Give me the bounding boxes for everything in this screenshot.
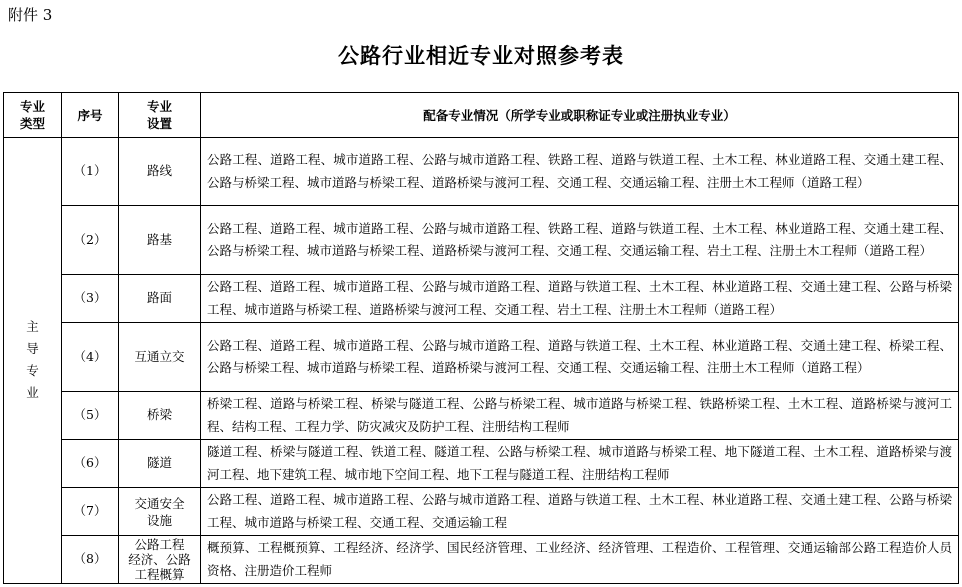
group-label-cell bbox=[4, 138, 62, 584]
table-header-row bbox=[4, 93, 959, 138]
desc-cell: 公路工程、道路工程、城市道路工程、公路与城市道路工程、道路与铁道工程、土木工程、林业道路工程、交通土建工程、公路与桥梁工程、城市道路与桥梁工程、交通工程、交通运输工程 bbox=[201, 488, 959, 536]
table-row bbox=[4, 536, 959, 584]
group-label: 主导专业 bbox=[26, 319, 39, 401]
header-setting-line1: 专业 bbox=[146, 99, 172, 114]
setting-cell: 隧道 bbox=[119, 440, 201, 488]
seq-cell: （8） bbox=[62, 536, 119, 584]
header-desc: 配备专业情况（所学专业或职称证专业或注册执业专业） bbox=[201, 93, 959, 138]
setting-line: 经济、公路 bbox=[128, 552, 191, 567]
attachment-label: 附件 3 bbox=[8, 6, 53, 24]
seq-cell: （1） bbox=[62, 138, 119, 206]
desc-cell: 公路工程、道路工程、城市道路工程、公路与城市道路工程、铁路工程、道路与铁道工程、土木工程、林业道路工程、交通土建工程、公路与桥梁工程、城市道路与桥梁工程、道路桥梁与渡河工程、交通工程、交通运输工程、岩土工程、注册土木工程师（道路工程） bbox=[201, 206, 959, 275]
desc-cell: 公路工程、道路工程、城市道路工程、公路与城市道路工程、道路与铁道工程、土木工程、林业道路工程、交通土建工程、桥梁工程、公路与桥梁工程、城市道路与桥梁工程、道路桥梁与渡河工程、交通工程、交通运输工程、注册土木工程师（道路工程） bbox=[201, 323, 959, 392]
setting-cell: 路面 bbox=[119, 275, 201, 323]
table-row bbox=[4, 392, 959, 440]
header-seq: 序号 bbox=[62, 93, 119, 138]
seq-cell: （7） bbox=[62, 488, 119, 536]
setting-cell: 路基 bbox=[119, 206, 201, 275]
seq-cell: （6） bbox=[62, 440, 119, 488]
setting-cell bbox=[119, 488, 201, 536]
seq-cell: （2） bbox=[62, 206, 119, 275]
desc-cell: 桥梁工程、道路与桥梁工程、桥梁与隧道工程、公路与桥梁工程、城市道路与桥梁工程、铁路桥梁工程、土木工程、道路桥梁与渡河工程、结构工程、工程力学、防灾减灾及防护工程、注册结构工程师 bbox=[201, 392, 959, 440]
setting-line: 交通安全 bbox=[134, 495, 185, 511]
table-row bbox=[4, 138, 959, 206]
header-setting bbox=[119, 93, 201, 138]
setting-cell: 互通立交 bbox=[119, 323, 201, 392]
header-type-line1: 专业 bbox=[19, 99, 45, 114]
desc-cell: 公路工程、道路工程、城市道路工程、公路与城市道路工程、道路与铁道工程、土木工程、林业道路工程、交通土建工程、公路与桥梁工程、城市道路与桥梁工程、道路桥梁与渡河工程、交通工程、岩土工程、注册土木工程师（道路工程） bbox=[201, 275, 959, 323]
seq-cell: （4） bbox=[62, 323, 119, 392]
setting-cell: 桥梁 bbox=[119, 392, 201, 440]
table-row bbox=[4, 488, 959, 536]
setting-line: 公路工程 bbox=[134, 537, 185, 552]
table-row bbox=[4, 440, 959, 488]
table-row bbox=[4, 275, 959, 323]
header-type-line2: 类型 bbox=[19, 116, 45, 131]
table-row bbox=[4, 206, 959, 275]
page-title: 公路行业相近专业对照参考表 bbox=[338, 43, 624, 68]
header-setting-line2: 设置 bbox=[146, 116, 172, 131]
seq-cell: （5） bbox=[62, 392, 119, 440]
table-row bbox=[4, 323, 959, 392]
setting-line: 工程概算 bbox=[134, 567, 185, 582]
desc-cell: 公路工程、道路工程、城市道路工程、公路与城市道路工程、铁路工程、道路与铁道工程、土木工程、林业道路工程、交通土建工程、公路与桥梁工程、城市道路与桥梁工程、道路桥梁与渡河工程、交通工程、交通运输工程、注册土木工程师（道路工程） bbox=[201, 138, 959, 206]
setting-line: 设施 bbox=[146, 512, 172, 528]
header-type bbox=[4, 93, 62, 138]
seq-cell: （3） bbox=[62, 275, 119, 323]
desc-cell: 隧道工程、桥梁与隧道工程、铁道工程、隧道工程、公路与桥梁工程、城市道路与桥梁工程、地下隧道工程、土木工程、道路桥梁与渡河工程、地下建筑工程、城市地下空间工程、地下工程与隧道工程、注册结构工程师 bbox=[201, 440, 959, 488]
major-comparison-table bbox=[3, 92, 959, 584]
setting-cell: 路线 bbox=[119, 138, 201, 206]
setting-cell bbox=[119, 536, 201, 584]
desc-cell: 概预算、工程概预算、工程经济、经济学、国民经济管理、工业经济、经济管理、工程造价、工程管理、交通运输部公路工程造价人员资格、注册造价工程师 bbox=[201, 536, 959, 584]
